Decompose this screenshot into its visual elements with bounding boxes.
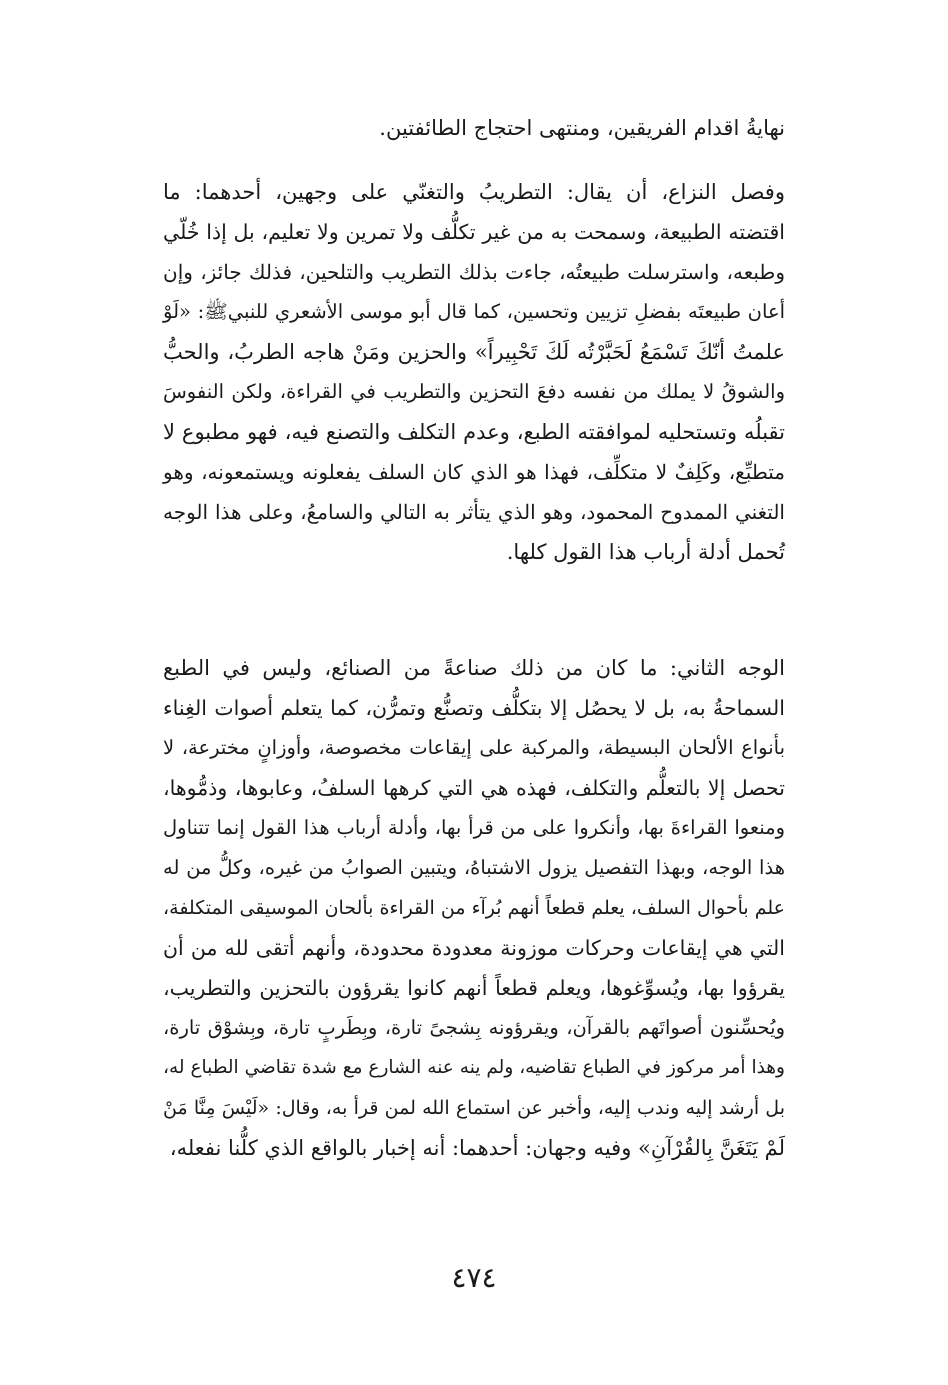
text-line: تقبلُه وتستحليه لموافقته الطبع، وعدم التكلف والتصنع فيه، فهو مطبوع لا: [163, 420, 785, 444]
text-line: ويُحسِّنون أصواتَهم بالقرآن، ويقرؤونه بِشجىً تارة، وبِطَربٍ تارة، وبِشوْق تارة،: [163, 1016, 785, 1039]
text-line: هذا الوجه، وبهذا التفصيل يزول الاشتباهُ، ويتبين الصوابُ من غيره، وكلُّ من له: [163, 856, 785, 879]
text-line: نهايةُ اقدام الفريقين، ومنتهى احتجاج الطائفتين.: [379, 116, 785, 140]
text-line: علم بأحوال السلف، يعلم قطعاً أنهم بُرآء من القراءة بألحان الموسيقى المتكلفة،: [163, 897, 785, 919]
text-line: وطبعه، واسترسلت طبيعتُه، جاءت بذلك التطريب والتلحين، فذلك جائز، وإن: [163, 260, 785, 284]
text-line: الوجه الثاني: ما كان من ذلك صناعةً من الصنائع، وليس في الطبع: [163, 656, 785, 680]
text-line: متطبِّع، وكَلِفٌ لا متكلِّف، فهذا هو الذي كان السلف يفعلونه ويستمعونه، وهو: [163, 460, 785, 484]
paragraph-intro: [163, 108, 785, 148]
text-line: أعان طبيعتَه بفضلِ تزيين وتحسين، كما قال أبو موسى الأشعري للنبيﷺ: «لَوْ: [163, 300, 785, 323]
text-line: بل أرشد إليه وندب إليه، وأخبر عن استماع الله لمن قرأ به، وقال: «لَيْسَ مِنَّا مَنْ: [163, 1097, 785, 1119]
text-line: يقرؤوا بها، ويُسوِّغوها، ويعلم قطعاً أنهم كانوا يقرؤون بالتحزين والتطريب،: [163, 976, 785, 1000]
text-line: علمتُ أنّكَ تَسْمَعُ لَحَبَّرْتُه لَكَ تَحْبِيراً» والحزين ومَنْ هاجه الطربُ، والحبُّ: [163, 340, 785, 364]
text-line: اقتضته الطبيعة، وسمحت به من غير تكلُّف ولا تمرين ولا تعليم، بل إذا خُلّي: [163, 220, 785, 244]
paragraph-al-wajh-al-thani: [163, 648, 785, 1168]
text-line: وهذا أمر مركوز في الطباع تقاضيه، ولم ينه عنه الشارع مع شدة تقاضي الطباع له،: [163, 1057, 785, 1078]
text-line: ومنعوا القراءةَ بها، وأنكروا على من قرأ بها، وأدلة أرباب هذا القول إنما تتناول: [163, 816, 785, 839]
page-number: ٤٧٤: [451, 1261, 497, 1294]
text-line: بأنواع الألحان البسيطة، والمركبة على إيقاعات مخصوصة، وأوزانٍ مخترعة، لا: [163, 736, 785, 759]
paragraph-fasl-al-nizaa: [163, 172, 785, 572]
text-line: تحصل إلا بالتعلُّم والتكلف، فهذه هي التي كرهها السلفُ، وعابوها، وذمُّوها،: [163, 776, 785, 800]
text-line: تُحمل أدلة أرباب هذا القول كلها.: [506, 540, 785, 564]
text-line: التي هي إيقاعات وحركات موزونة معدودة محدودة، وأنهم أتقى لله من أن: [163, 936, 785, 960]
text-line: والشوقُ لا يملك من نفسه دفعَ التحزين والتطريب في القراءة، ولكن النفوسَ: [163, 380, 785, 403]
text-line: السماحةُ به، بل لا يحصُل إلا بتكلُّف وتصنُّع وتمرُّن، كما يتعلم أصوات الغِناء: [163, 696, 785, 720]
text-line: التغني الممدوح المحمود، وهو الذي يتأثر به التالي والسامعُ، وعلى هذا الوجه: [163, 500, 785, 524]
text-line: لَمْ يَتَغَنَّ بِالقُرْآنِ» وفيه وجهان: أحدهما: أنه إخبار بالواقع الذي كلُّنا نفعله،: [169, 1136, 785, 1160]
text-line: وفصل النزاع، أن يقال: التطريبُ والتغنّي على وجهين، أحدهما: ما: [163, 180, 785, 204]
